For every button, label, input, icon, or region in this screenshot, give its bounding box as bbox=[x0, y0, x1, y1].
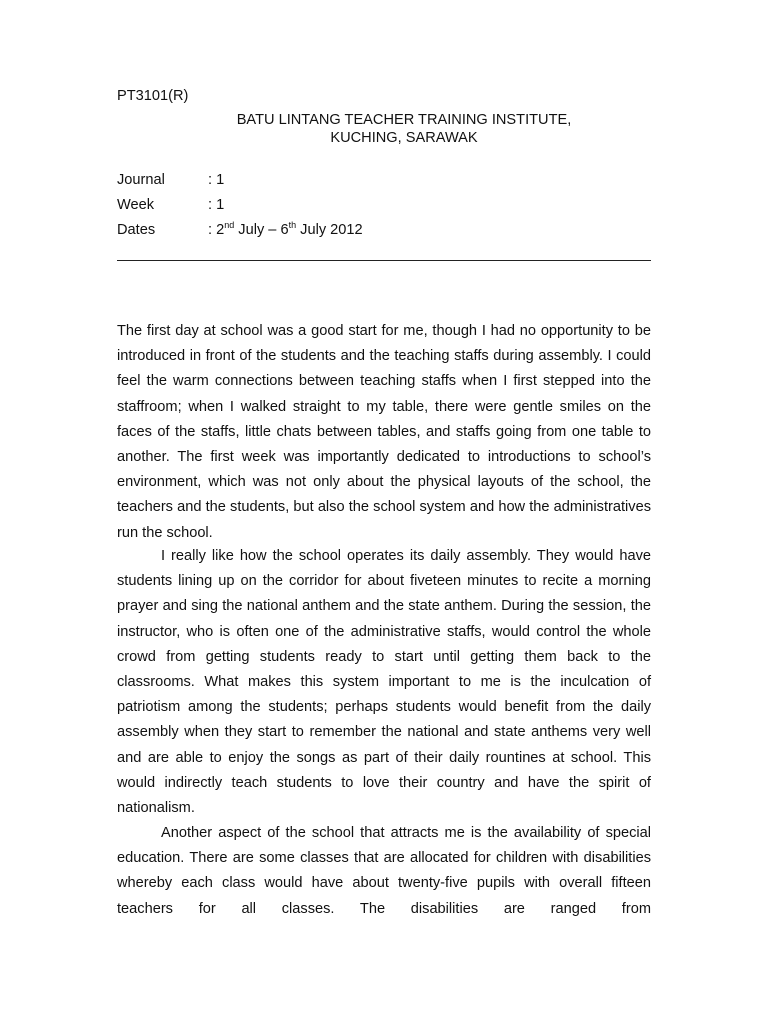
course-code: PT3101(R) bbox=[117, 88, 189, 104]
dates-sup-2: th bbox=[288, 220, 297, 230]
paragraph-3: Another aspect of the school that attracts me is the availability of special education. There are some classes that are allocated for children with disabilities whereby each class would have about twenty-five pupils with overall fifteen teachers for all classes. The disabilities are ranged from bbox=[117, 825, 651, 917]
paragraph-2: I really like how the school operates its daily assembly. They would have students lining up on the corridor for about fiveteen minutes to recite a morning prayer and sing the national anthem and the state anthem. During the session, the instructor, who is often one of the administrative staffs, would control the whole crowd from getting students ready to start until getting them back to the classrooms. What makes this system important to me is the inculcation of patriotism among the students; perhaps students would benefit from the daily assembly when they start to remember the national and state anthems very well and are able to enjoy the songs as part of their daily rountines at school. This would indirectly teach students to love their country and have the spirit of nationalism. bbox=[117, 548, 651, 817]
dates-value bbox=[208, 222, 363, 238]
week-label: Week bbox=[117, 197, 155, 213]
institution-location: KUCHING, SARAWAK bbox=[330, 130, 478, 146]
journal-label: Journal bbox=[117, 172, 165, 188]
dates-label: Dates bbox=[117, 222, 156, 238]
header-divider bbox=[117, 260, 651, 261]
dates-suffix: July 2012 bbox=[296, 222, 363, 238]
institution-name: BATU LINTANG TEACHER TRAINING INSTITUTE, bbox=[236, 112, 572, 128]
dates-mid: July – 6 bbox=[234, 222, 289, 238]
paragraph-1: The first day at school was a good start for me, though I had no opportunity to be introduced in front of the students and the teaching staffs during assembly. I could feel the warm connections between teaching staffs when I first stepped into the staffroom; when I walked straight to my table, there were gentle smiles on the faces of the staffs, little chats between tables, and staffs going from one table to another. The first week was importantly dedicated to introductions to school’s environment, which was not only about the physical layouts of the school, the teachers and the students, but also the school system and how the administratives run the school. bbox=[117, 323, 651, 541]
dates-prefix: : 2 bbox=[208, 222, 225, 238]
journal-value: : 1 bbox=[208, 172, 225, 188]
dates-sup-1: nd bbox=[224, 220, 235, 230]
week-value: : 1 bbox=[208, 197, 225, 213]
